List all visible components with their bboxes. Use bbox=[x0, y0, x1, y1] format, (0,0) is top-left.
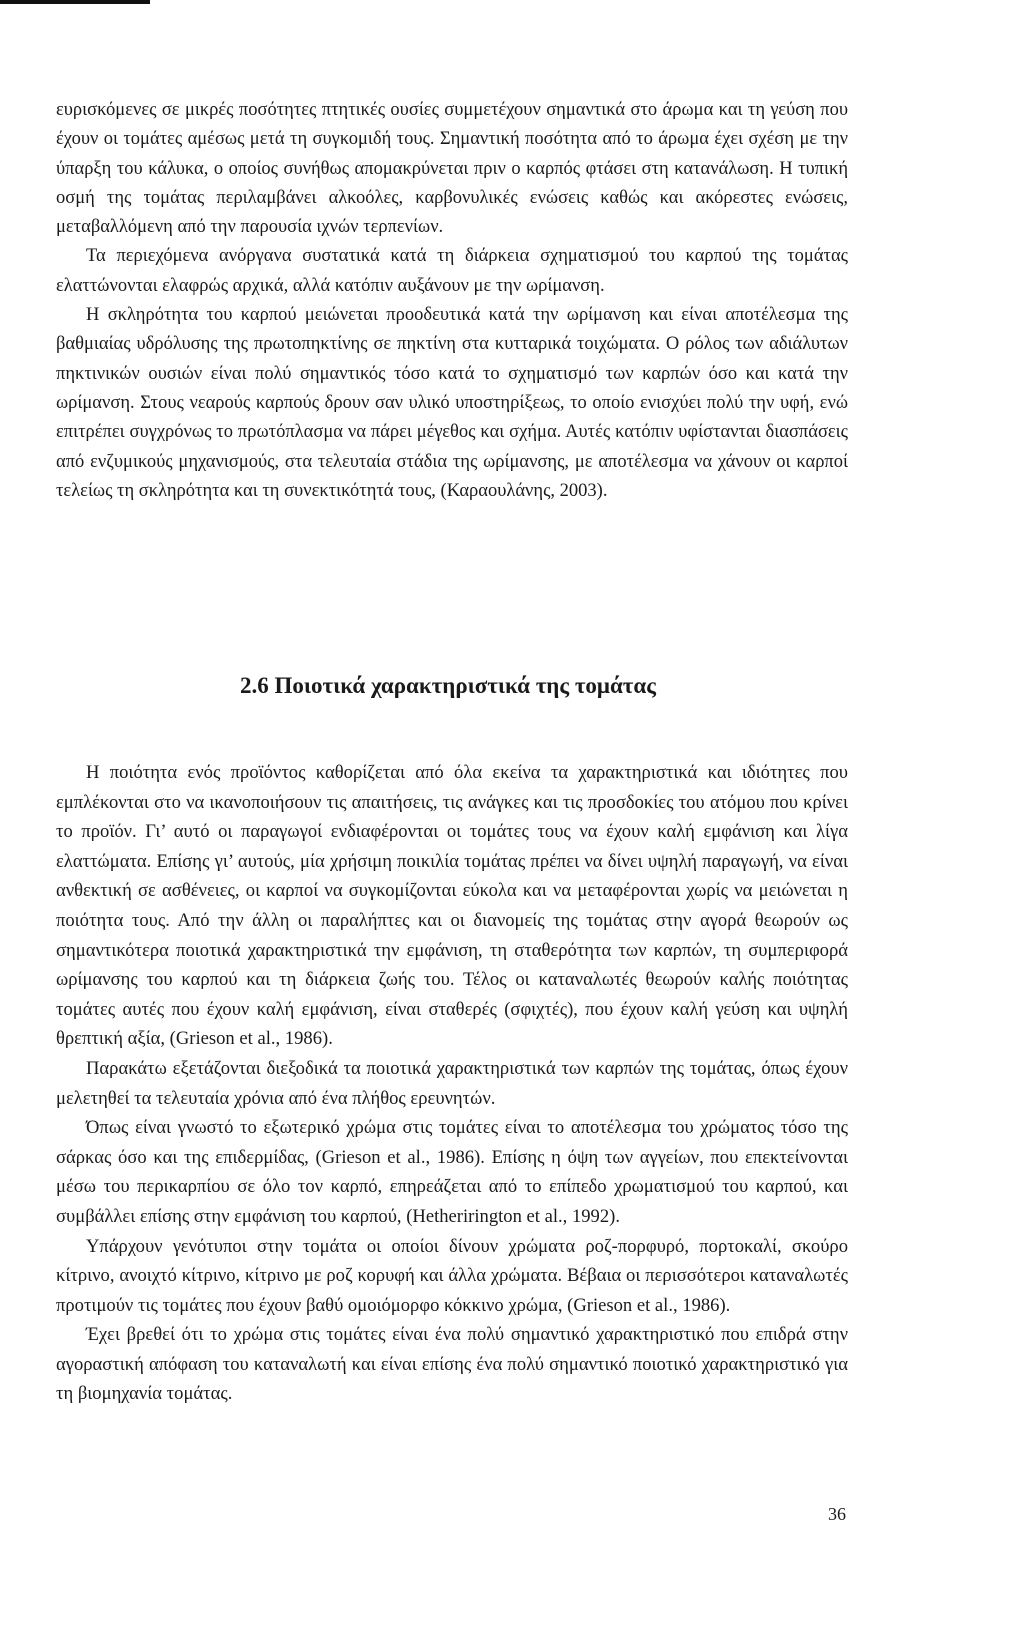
section-heading: 2.6 Ποιοτικά χαρακτηριστικά της τομάτας bbox=[240, 673, 656, 698]
paragraph: Έχει βρεθεί ότι το χρώμα στις τομάτες είναι ένα πολύ σημαντικό χαρακτηριστικό που επιδρά στην αγοραστική απόφαση του καταναλωτή και είναι επίσης ένα πολύ σημαντικό ποιοτικό χαρακτηριστικό για τη βιομηχανία τομάτας. bbox=[56, 1324, 848, 1405]
intro-text-block bbox=[56, 96, 848, 506]
paragraph: Τα περιεχόμενα ανόργανα συστατικά κατά τη διάρκεια σχηματισμού του καρπού της τομάτας ελαττώνονται ελαφρώς αρχικά, αλλά κατόπιν αυξάνουν με την ωρίμανση. bbox=[56, 246, 848, 296]
section-body bbox=[56, 758, 848, 1409]
paragraph: Η σκληρότητα του καρπού μειώνεται προοδευτικά κατά την ωρίμανση και είναι αποτέλεσμα της βαθμιαίας υδρόλυσης της πρωτοπηκτίνης σε πηκτίνη στα κυτταρικά τοιχώματα. Ο ρόλος των αδιάλυτων πηκτινικών ουσιών είναι πολύ σημαντικός τόσο κατά το σχηματισμό των καρπών όσο και κατά την ωρίμανση. Στους νεαρούς καρπούς δρουν σαν υλικό υποστηρίξεως, το οποίο ενισχύει πολύ την υφή, ενώ επιτρέπει συγχρόνως το πρωτόπλασμα να πάρει μέγεθος και σχήμα. Αυτές κατόπιν υφίστανται διασπάσεις από ενζυμικούς μηχανισμούς, στα τελευταία στάδια της ωρίμανσης, με αποτέλεσμα να χάνουν οι καρποί τελείως τη σκληρότητα και τη συνεκτικότητά τους, (Καραουλάνης, 2003). bbox=[56, 305, 848, 501]
paragraph: ευρισκόμενες σε μικρές ποσότητες πτητικές ουσίες συμμετέχουν σημαντικά στο άρωμα και τη γεύση που έχουν οι τομάτες αμέσως μετά τη συγκομιδή τους. Σημαντική ποσότητα από το άρωμα έχει σχέση με την ύπαρξη του κάλυκα, ο οποίος συνήθως απομακρύνεται πριν ο καρπός φτάσει στη κατανάλωση. Η τυπική οσμή της τομάτας περιλαμβάνει αλκοόλες, καρβονυλικές ενώσεις καθώς και ακόρεστες ενώσεις, μεταβαλλόμενη από την παρουσία ιχνών τερπενίων. bbox=[56, 100, 848, 238]
paragraph: Υπάρχουν γενότυποι στην τομάτα οι οποίοι δίνουν χρώματα ροζ-πορφυρό, πορτοκαλί, σκούρο κίτρινο, ανοιχτό κίτρινο, κίτρινο με ροζ κορυφή και άλλα χρώματα. Βέβαια οι περισσότεροι καταναλωτές προτιμούν τις τομάτες που έχουν βαθύ ομοιόμορφο κόκκινο χρώμα, (Grieson et al., 1986). bbox=[56, 1235, 848, 1316]
scan-edge-mark bbox=[0, 0, 150, 4]
page-number: 36 bbox=[828, 1504, 846, 1524]
paragraph: Παρακάτω εξετάζονται διεξοδικά τα ποιοτικά χαρακτηριστικά των καρπών της τομάτας, όπως έχουν μελετηθεί τα τελευταία χρόνια από ένα πλήθος ερευνητών. bbox=[56, 1057, 848, 1109]
paragraph: Όπως είναι γνωστό το εξωτερικό χρώμα στις τομάτες είναι το αποτέλεσμα του χρώματος τόσο της σάρκας όσο και της επιδερμίδας, (Grieson et al., 1986). Επίσης η όψη των αγγείων, που επεκτείνονται μέσω του περικαρπίου σε όλο τον καρπό, επηρεάζεται από το επίπεδο χρωματισμού του καρπού, και συμβάλλει επίσης στην εμφάνιση του καρπού, (Hetheriringtοn et al., 1992). bbox=[56, 1117, 848, 1227]
paragraph: Η ποιότητα ενός προϊόντος καθορίζεται από όλα εκείνα τα χαρακτηριστικά και ιδιότητες που εμπλέκονται στο να ικανοποιήσουν τις απαιτήσεις, τις ανάγκες και τις προσδοκίες του ατόμου που κρίνει το προϊόν. Γι’ αυτό οι παραγωγοί ενδιαφέρονται οι τομάτες τους να έχουν καλή εμφάνιση και λίγα ελαττώματα. Επίσης γι’ αυτούς, μία χρήσιμη ποικιλία τομάτας πρέπει να δίνει υψηλή παραγωγή, να είναι ανθεκτική σε ασθένειες, οι καρποί να συγκομίζονται εύκολα και να μεταφέρονται χωρίς να μειώνεται η ποιότητα τους. Από την άλλη οι παραλήπτες και οι διανομείς της τομάτας στην αγορά θεωρούν ως σημαντικότερα ποιοτικά χαρακτηριστικά την εμφάνιση, τη σταθερότητα των καρπών, τη συμπεριφορά ωρίμανσης του καρπού και τη διάρκεια ζωής του. Τέλος οι καταναλωτές θεωρούν καλής ποιότητας τομάτες αυτές που έχουν καλή εμφάνιση, είναι σταθερές (σφιχτές), που έχουν καλή γεύση και υψηλή θρεπτική αξία, (Grieson et al., 1986). bbox=[56, 762, 848, 1050]
